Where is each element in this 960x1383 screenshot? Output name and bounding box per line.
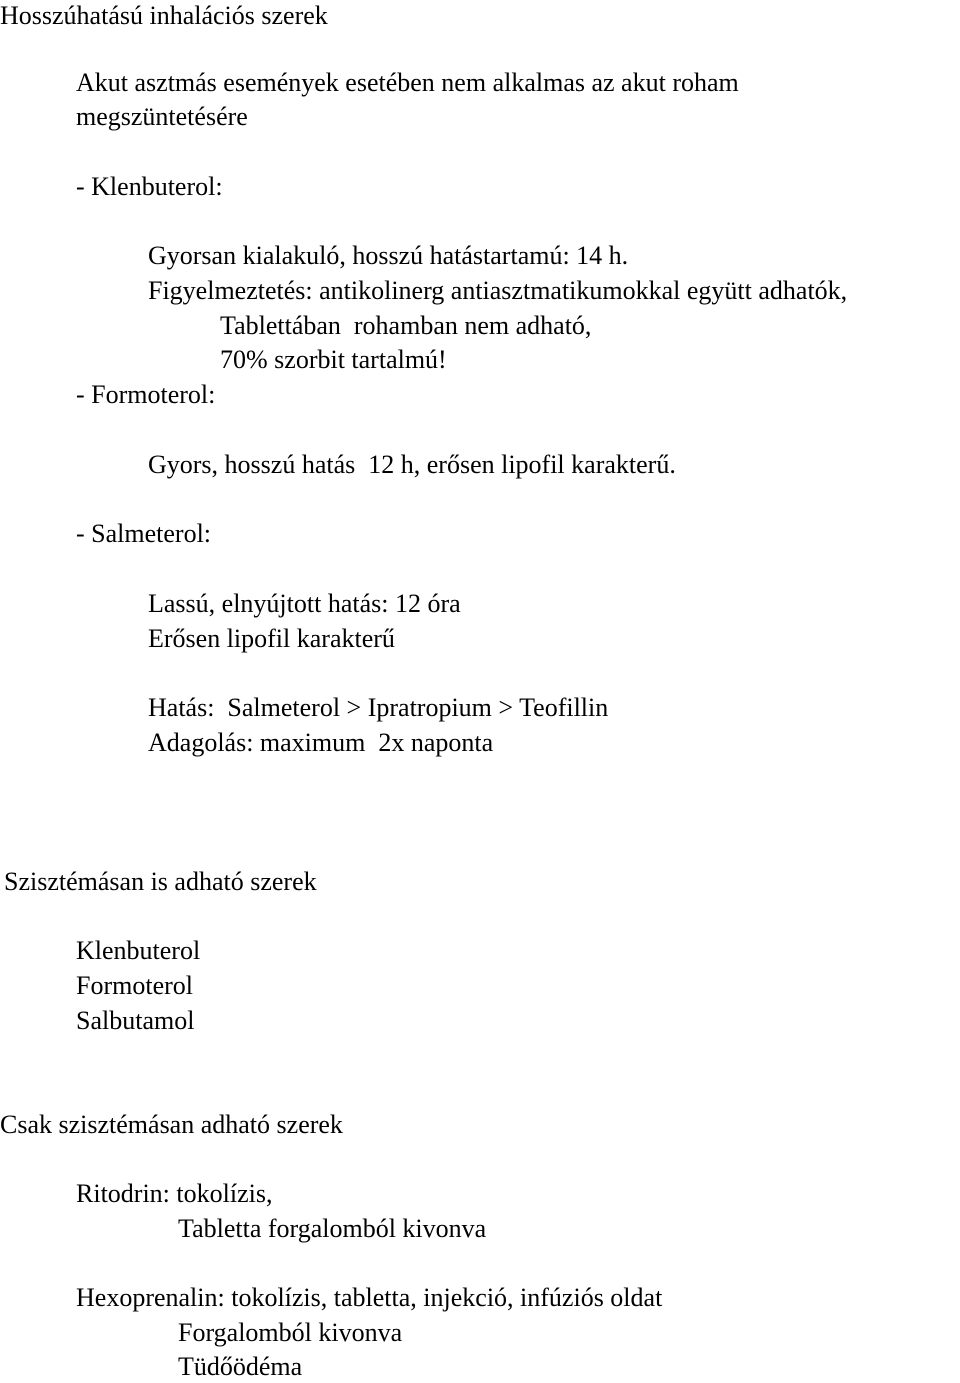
list-item-salbutamol: Salbutamol <box>76 1006 195 1035</box>
salmeterol-line-2: Erősen lipofil karakterű <box>148 624 395 653</box>
list-item-formoterol: Formoterol <box>76 971 193 1000</box>
list-item-klenbuterol: Klenbuterol <box>76 936 201 965</box>
klenbuterol-line-3: Tablettában rohamban nem adható, <box>220 311 592 340</box>
intro-line-1: Akut asztmás események esetében nem alkalmas az akut roham <box>76 68 739 97</box>
formoterol-line-1: Gyors, hosszú hatás 12 h, erősen lipofil karakterű. <box>148 450 676 479</box>
entry-ritodrin-note-1: Tabletta forgalomból kivonva <box>178 1214 487 1243</box>
section-heading-szisztemasan-is: Szisztémásan is adható szerek <box>4 867 317 896</box>
entry-ritodrin-title: Ritodrin: tokolízis, <box>76 1179 273 1208</box>
drug-label-klenbuterol: - Klenbuterol: <box>76 172 223 201</box>
entry-hexoprenalin-note-1: Forgalomból kivonva <box>178 1318 403 1347</box>
klenbuterol-line-2: Figyelmeztetés: antikolinerg antiasztmatikumokkal együtt adhatók, <box>148 276 848 305</box>
drug-label-salmeterol: - Salmeterol: <box>76 519 212 548</box>
salmeterol-line-1: Lassú, elnyújtott hatás: 12 óra <box>148 589 461 618</box>
klenbuterol-line-1: Gyorsan kialakuló, hosszú hatástartamú: 14 h. <box>148 241 629 270</box>
salmeterol-line-3: Hatás: Salmeterol > Ipratropium > Teofillin <box>148 693 609 722</box>
salmeterol-line-4: Adagolás: maximum 2x naponta <box>148 728 494 757</box>
section-heading-inhalacios: Hosszúhatású inhalációs szerek <box>0 1 328 30</box>
intro-line-2: megszüntetésére <box>76 102 248 131</box>
drug-label-formoterol: - Formoterol: <box>76 380 216 409</box>
section-heading-csak-szisztemasan: Csak szisztémásan adható szerek <box>0 1110 343 1139</box>
klenbuterol-line-4: 70% szorbit tartalmú! <box>220 345 447 374</box>
entry-hexoprenalin-title: Hexoprenalin: tokolízis, tabletta, injekció, infúziós oldat <box>76 1283 663 1312</box>
entry-hexoprenalin-note-2: Tüdőödéma <box>178 1352 303 1381</box>
